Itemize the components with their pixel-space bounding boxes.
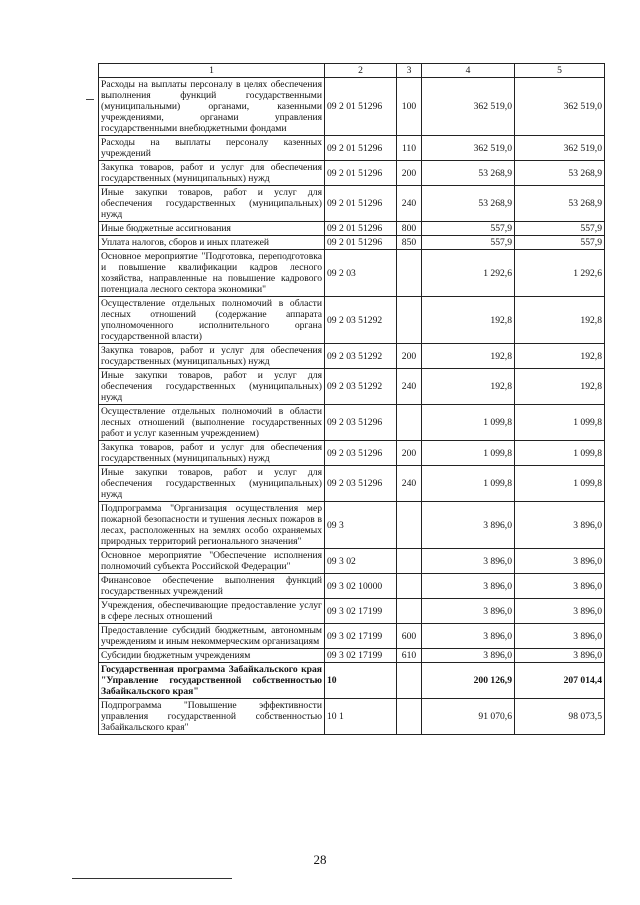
row-code: 09 2 01 51296 — [325, 222, 397, 236]
row-type: 200 — [397, 161, 422, 186]
row-code: 09 2 03 51292 — [325, 344, 397, 369]
row-code: 09 3 02 17199 — [325, 649, 397, 663]
row-value-2024: 362 519,0 — [422, 78, 515, 136]
row-value-2024: 53 268,9 — [422, 186, 515, 222]
row-name: Подпрограмма "Организация осуществления мер пожарной безопасности и тушения лесных пожаров в лесах, расположенных на землях особо охраняемых природных территорий регионального значения" — [99, 502, 325, 549]
row-code: 09 3 02 17199 — [325, 599, 397, 624]
header-col-4: 4 — [422, 64, 515, 78]
row-value-2024: 3 896,0 — [422, 502, 515, 549]
row-code: 09 2 01 51296 — [325, 136, 397, 161]
row-value-2024: 192,8 — [422, 297, 515, 344]
table-row — [99, 502, 605, 549]
row-name: Уплата налогов, сборов и иных платежей — [99, 236, 325, 250]
row-name: Закупка товаров, работ и услуг для обеспечения государственных (муниципальных) нужд — [99, 441, 325, 466]
row-name: Подпрограмма "Повышение эффективности управления государственной собственностью Забайкальского края" — [99, 699, 325, 735]
table-row — [99, 344, 605, 369]
table-row — [99, 236, 605, 250]
row-code: 09 2 03 51292 — [325, 297, 397, 344]
row-code: 09 2 01 51296 — [325, 186, 397, 222]
table-row — [99, 699, 605, 735]
row-type: 200 — [397, 344, 422, 369]
table-row — [99, 222, 605, 236]
row-name: Субсидии бюджетным учреждениям — [99, 649, 325, 663]
row-value-2024: 557,9 — [422, 222, 515, 236]
row-type — [397, 599, 422, 624]
table-row — [99, 136, 605, 161]
budget-table — [98, 63, 605, 735]
row-value-2025: 53 268,9 — [515, 161, 605, 186]
row-value-2025: 557,9 — [515, 236, 605, 250]
table-row — [99, 549, 605, 574]
table-row — [99, 250, 605, 297]
row-code: 09 2 03 51296 — [325, 441, 397, 466]
row-code: 09 3 02 10000 — [325, 574, 397, 599]
row-code: 09 2 03 — [325, 250, 397, 297]
table-row — [99, 405, 605, 441]
row-value-2024: 362 519,0 — [422, 136, 515, 161]
row-code: 09 2 03 51296 — [325, 405, 397, 441]
page-number: 28 — [313, 852, 327, 867]
row-name: Основное мероприятие "Обеспечение исполнения полномочий субъекта Российской Федерации" — [99, 549, 325, 574]
row-type: 800 — [397, 222, 422, 236]
row-value-2024: 3 896,0 — [422, 599, 515, 624]
row-value-2025: 3 896,0 — [515, 549, 605, 574]
table-row — [99, 663, 605, 699]
row-name: Расходы на выплаты персоналу казенных учреждений — [99, 136, 325, 161]
row-code: 09 2 01 51296 — [325, 236, 397, 250]
row-name: Иные закупки товаров, работ и услуг для обеспечения государственных (муниципальных) нужд — [99, 466, 325, 502]
row-type: 240 — [397, 466, 422, 502]
table-row — [99, 369, 605, 405]
row-name: Учреждения, обеспечивающие предоставление услуг в сфере лесных отношений — [99, 599, 325, 624]
table-row — [99, 297, 605, 344]
row-value-2024: 557,9 — [422, 236, 515, 250]
row-value-2024: 3 896,0 — [422, 574, 515, 599]
row-type — [397, 502, 422, 549]
row-value-2024: 1 099,8 — [422, 405, 515, 441]
row-name: Осуществление отдельных полномочий в области лесных отношений (выполнение государственных работ и услуг казенным учреждением) — [99, 405, 325, 441]
row-value-2025: 98 073,5 — [515, 699, 605, 735]
row-type — [397, 250, 422, 297]
header-col-3: 3 — [397, 64, 422, 78]
row-value-2024: 192,8 — [422, 369, 515, 405]
footer-line — [72, 878, 232, 879]
row-type: 200 — [397, 441, 422, 466]
row-value-2024: 200 126,9 — [422, 663, 515, 699]
row-type: 610 — [397, 649, 422, 663]
row-value-2025: 3 896,0 — [515, 649, 605, 663]
row-value-2024: 1 292,6 — [422, 250, 515, 297]
table-row — [99, 466, 605, 502]
table-row — [99, 624, 605, 649]
header-col-5: 5 — [515, 64, 605, 78]
row-value-2025: 362 519,0 — [515, 78, 605, 136]
row-value-2024: 3 896,0 — [422, 624, 515, 649]
row-value-2025: 1 292,6 — [515, 250, 605, 297]
table-row — [99, 78, 605, 136]
row-value-2025: 3 896,0 — [515, 599, 605, 624]
row-code: 09 2 03 51296 — [325, 466, 397, 502]
row-type — [397, 574, 422, 599]
row-value-2025: 207 014,4 — [515, 663, 605, 699]
row-value-2025: 3 896,0 — [515, 624, 605, 649]
row-type: 100 — [397, 78, 422, 136]
table-row — [99, 441, 605, 466]
row-value-2024: 192,8 — [422, 344, 515, 369]
row-value-2024: 1 099,8 — [422, 441, 515, 466]
row-name: Иные закупки товаров, работ и услуг для обеспечения государственных (муниципальных) нужд — [99, 186, 325, 222]
row-value-2025: 1 099,8 — [515, 466, 605, 502]
row-type: 110 — [397, 136, 422, 161]
header-col-2: 2 — [325, 64, 397, 78]
table-row — [99, 649, 605, 663]
row-name: Финансовое обеспечение выполнения функций государственных учреждений — [99, 574, 325, 599]
row-value-2025: 192,8 — [515, 369, 605, 405]
row-type: 240 — [397, 369, 422, 405]
row-value-2025: 1 099,8 — [515, 405, 605, 441]
row-code: 09 2 03 51292 — [325, 369, 397, 405]
row-type — [397, 549, 422, 574]
row-name: Закупка товаров, работ и услуг для обеспечения государственных (муниципальных) нужд — [99, 161, 325, 186]
row-value-2025: 3 896,0 — [515, 574, 605, 599]
row-value-2025: 557,9 — [515, 222, 605, 236]
row-name: Осуществление отдельных полномочий в области лесных отношений (содержание аппарата уполномоченного исполнительного органа государственной власти) — [99, 297, 325, 344]
row-value-2025: 192,8 — [515, 297, 605, 344]
row-code: 09 3 02 — [325, 549, 397, 574]
row-code: 09 2 01 51296 — [325, 78, 397, 136]
table-row — [99, 161, 605, 186]
row-code: 10 — [325, 663, 397, 699]
row-value-2024: 3 896,0 — [422, 549, 515, 574]
row-value-2024: 1 099,8 — [422, 466, 515, 502]
row-code: 09 3 — [325, 502, 397, 549]
row-type: 850 — [397, 236, 422, 250]
table-row — [99, 599, 605, 624]
row-type: 240 — [397, 186, 422, 222]
row-value-2025: 53 268,9 — [515, 186, 605, 222]
row-value-2024: 3 896,0 — [422, 649, 515, 663]
row-name: Расходы на выплаты персоналу в целях обеспечения выполнения функций государственными (муниципальными) органами, казенными учреждениями, органами управления государственными внебюджетными фондами — [99, 78, 325, 136]
row-type: 600 — [397, 624, 422, 649]
row-name: Иные бюджетные ассигнования — [99, 222, 325, 236]
header-col-1: 1 — [99, 64, 325, 78]
row-name: Иные закупки товаров, работ и услуг для обеспечения государственных (муниципальных) нужд — [99, 369, 325, 405]
row-type — [397, 405, 422, 441]
row-code: 09 3 02 17199 — [325, 624, 397, 649]
table-row — [99, 574, 605, 599]
row-value-2025: 3 896,0 — [515, 502, 605, 549]
row-code: 09 2 01 51296 — [325, 161, 397, 186]
row-type — [397, 663, 422, 699]
row-value-2025: 192,8 — [515, 344, 605, 369]
row-value-2025: 1 099,8 — [515, 441, 605, 466]
row-value-2024: 91 070,6 — [422, 699, 515, 735]
row-name: Государственная программа Забайкальского края "Управление государственной собственностью Забайкальского края" — [99, 663, 325, 699]
table-header-row — [99, 64, 605, 78]
row-name: Предоставление субсидий бюджетным, автономным учреждениям и иным некоммерческим организациям — [99, 624, 325, 649]
row-type — [397, 699, 422, 735]
row-name: Основное мероприятие "Подготовка, переподготовка и повышение квалификации кадров лесного хозяйства, направленные на повышение кадрового потенциала лесного сектора экономики" — [99, 250, 325, 297]
table-row — [99, 186, 605, 222]
row-value-2024: 53 268,9 — [422, 161, 515, 186]
margin-mark — [86, 99, 94, 100]
row-name: Закупка товаров, работ и услуг для обеспечения государственных (муниципальных) нужд — [99, 344, 325, 369]
row-type — [397, 297, 422, 344]
row-value-2025: 362 519,0 — [515, 136, 605, 161]
row-code: 10 1 — [325, 699, 397, 735]
